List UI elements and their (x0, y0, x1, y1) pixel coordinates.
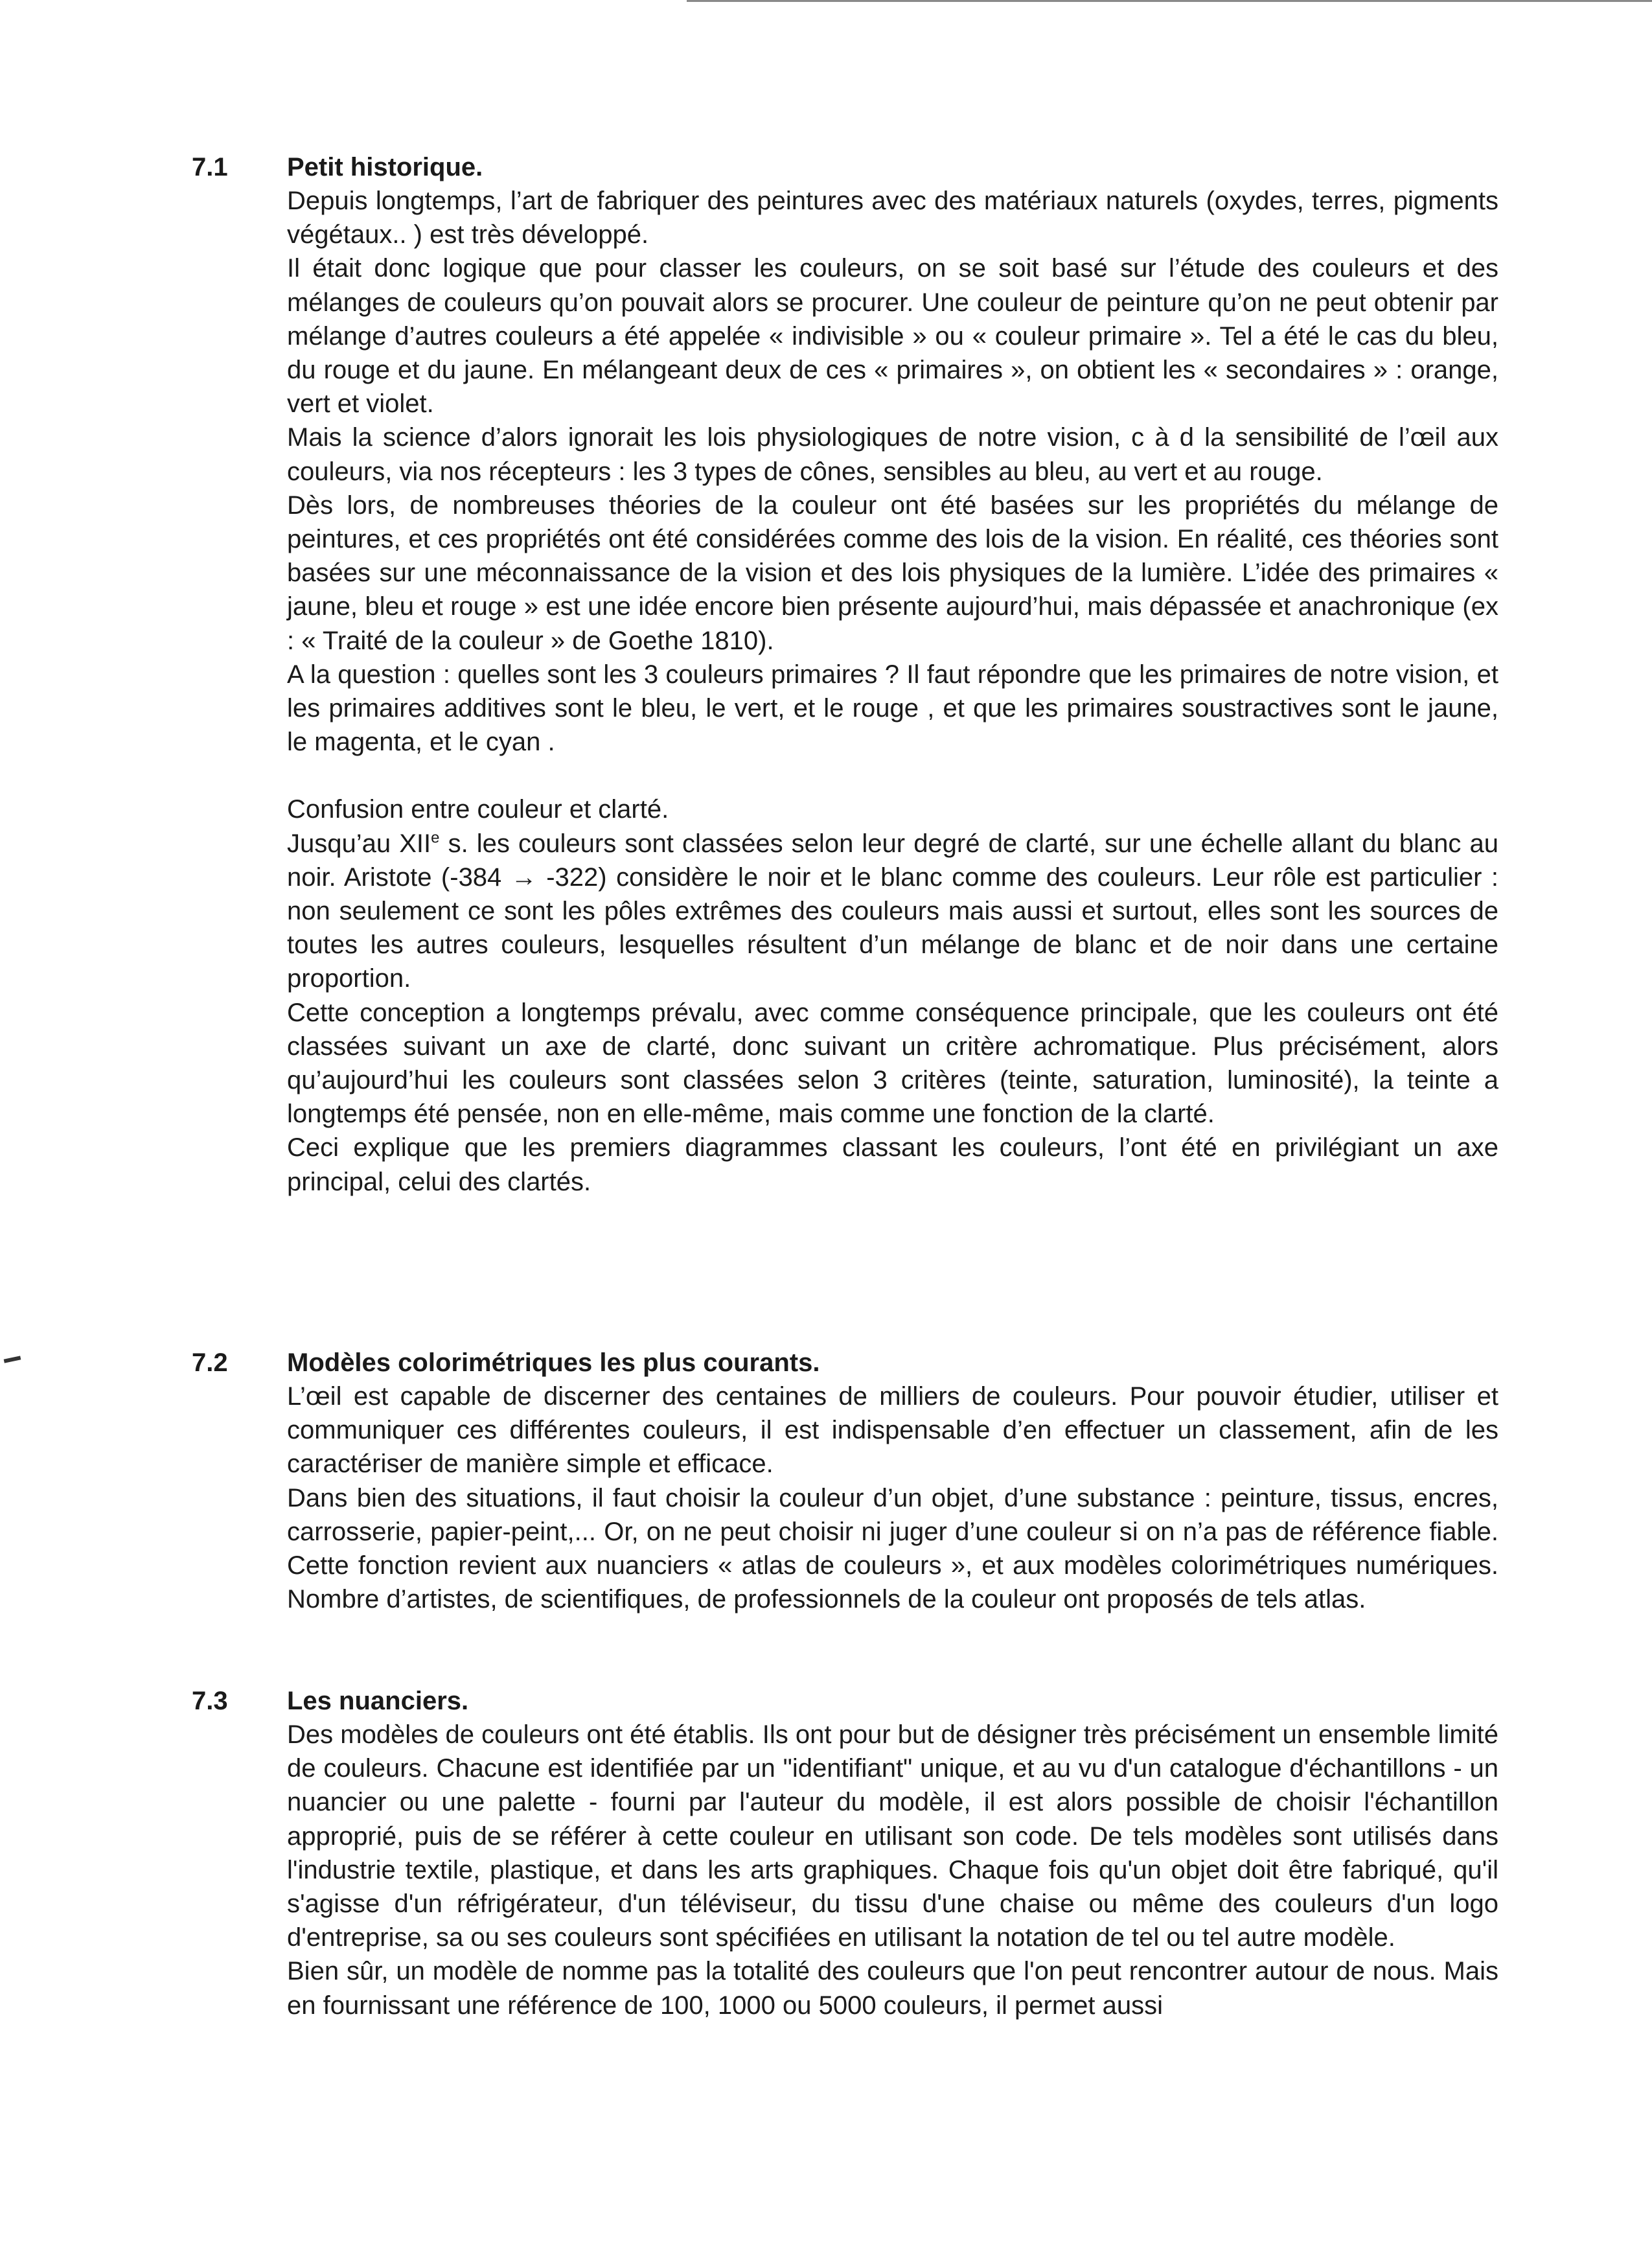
section-title: Les nuanciers. (287, 1687, 469, 1715)
section-body (287, 1684, 1498, 2022)
paragraph: Depuis longtemps, l’art de fabriquer des peintures avec des matériaux naturels (oxydes, terres, pigments végétaux.. ) est très développé. (287, 187, 1498, 249)
top-scan-rule (687, 0, 1652, 2)
paragraph: Bien sûr, un modèle de nomme pas la totalité des couleurs que l'on peut rencontrer autour de nous. Mais en fournissant une référence de 100, 1000 ou 5000 couleurs, il permet aussi (287, 1957, 1498, 2020)
scan-edge-mark (4, 1356, 21, 1363)
paragraph: Il était donc logique que pour classer les couleurs, on se soit basé sur l’étude des couleurs et des mélanges de couleurs qu’on pouvait alors se procurer. Une couleur de peinture qu’on ne peut obtenir par mélange d’autres couleurs a été appelée « indivisible » ou « couleur primaire ». Tel a été le cas du bleu, du rouge et du jaune. En mélangeant deux de ces « primaires », on obtient les « secondaires » : orange, vert et violet. (287, 254, 1498, 419)
section-number: 7.3 (192, 1687, 228, 1715)
section-title: Petit historique. (287, 153, 483, 181)
paragraph-text: s. les couleurs sont classées selon leur degré de clarté, sur une échelle allant du blanc au noir. Aristote (-384 → -322) considère le noir et le blanc comme des couleurs. Leur rôle est particulier : non seulement ce sont les pôles extrêmes des couleurs mais aussi et surtout, elles sont les sources de toutes les autres couleurs, lesquelles résultent d’un mélange de blanc et de noir dans une certaine proportion. (287, 829, 1499, 993)
paragraph: A la question : quelles sont les 3 couleurs primaires ? Il faut répondre que les primaires de notre vision, et les primaires additives sont le bleu, le vert, et le rouge , et que les primaires soustractives sont le jaune, le magenta, et le cyan . (287, 660, 1498, 757)
paragraph: Ceci explique que les premiers diagrammes classant les couleurs, l’ont été en privilégiant un axe principal, celui des clartés. (287, 1133, 1498, 1196)
paragraph: Dans bien des situations, il faut choisir la couleur d’un objet, d’une substance : peinture, tissus, encres, carrosserie, papier-peint,... Or, on ne peut choisir ni juger d’une couleur si on n’a pas de référence fiable. Cette fonction revient aux nuanciers « atlas de couleurs », et aux modèles colorimétriques numériques. Nombre d’artistes, de scientifiques, de professionnels de la couleur ont proposés de tels atlas. (287, 1483, 1498, 1614)
paragraph: L’œil est capable de discerner des centaines de milliers de couleurs. Pour pouvoir étudier, utiliser et communiquer ces différentes couleurs, il est indispensable d’en effectuer un classement, afin de les caractériser de manière simple et efficace. (287, 1382, 1498, 1479)
paragraph (287, 827, 1498, 996)
paragraph: Des modèles de couleurs ont été établis. Ils ont pour but de désigner très précisément un ensemble limité de couleurs. Chacune est identifiée par un "identifiant" unique, et au vu d'un catalogue d'échantillons - un nuancier ou une palette - fourni par l'auteur du modèle, il est alors possible de choisir l'échantillon approprié, puis de se référer à cette couleur en utilisant son code. De tels modèles sont utilisés dans l'industrie textile, plastique, et dans les arts graphiques. Chaque fois qu'un objet doit être fabriqué, qu'il s'agisse d'un réfrigérateur, d'un téléviseur, du tissu d'une chaise ou même des couleurs d'un logo d'entreprise, sa ou ses couleurs sont spécifiées en utilisant la notation de tel ou tel autre modèle. (287, 1720, 1498, 1952)
superscript: e (431, 829, 440, 847)
subheading: Confusion entre couleur et clarté. (287, 795, 669, 824)
section-number: 7.1 (192, 153, 228, 181)
section-body (287, 1346, 1498, 1616)
paragraph: Dès lors, de nombreuses théories de la couleur ont été basées sur les propriétés du mélange de peintures, et ces propriétés ont été considérées comme des lois de la vision. En réalité, ces théories sont basées sur une méconnaissance de la vision et des lois physiques de la lumière. L’idée des primaires « jaune, bleu et rouge » est une idée encore bien présente aujourd’hui, mais dépassée et anachronique (ex : « Traité de la couleur » de Goethe 1810). (287, 491, 1498, 655)
paragraph: Mais la science d’alors ignorait les lois physiologiques de notre vision, c à d la sensibilité de l’œil aux couleurs, via nos récepteurs : les 3 types de cônes, sensibles au bleu, au vert et au rouge. (287, 423, 1498, 486)
paragraph-text: Jusqu’au XII (287, 829, 431, 858)
section-number: 7.2 (192, 1348, 228, 1377)
section-body (287, 150, 1498, 1199)
paragraph: Cette conception a longtemps prévalu, avec comme conséquence principale, que les couleurs ont été classées suivant un axe de clarté, donc suivant un critère achromatique. Plus précisément, alors qu’aujourd’hui les couleurs sont classées selon 3 critères (teinte, saturation, luminosité), la teinte a longtemps été pensée, non en elle-même, mais comme une fonction de la clarté. (287, 998, 1498, 1129)
section-title: Modèles colorimétriques les plus courants. (287, 1348, 820, 1377)
